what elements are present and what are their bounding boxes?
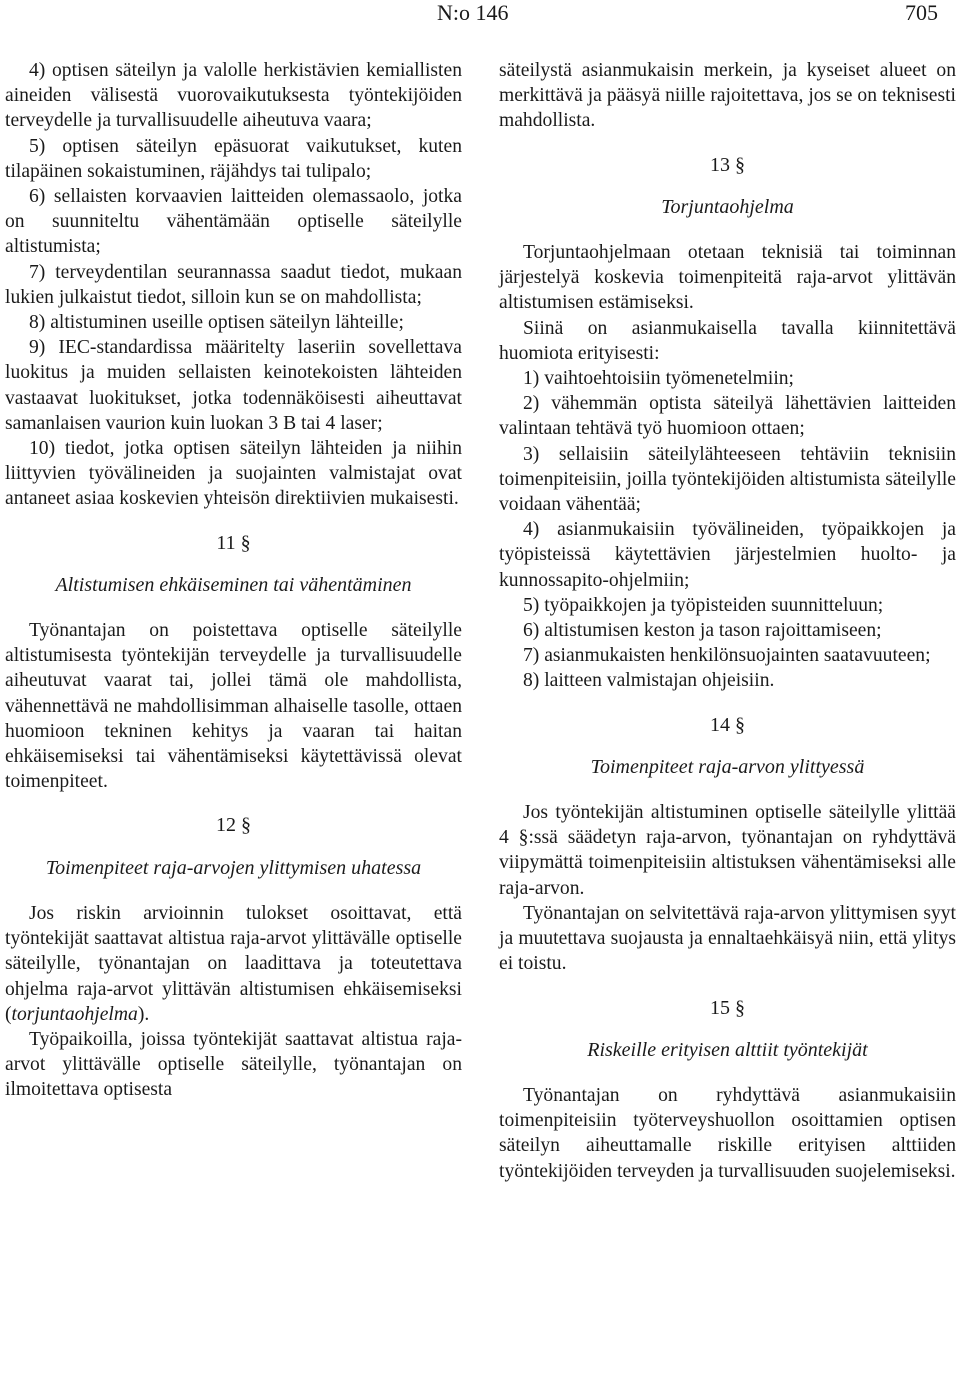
list-item: 6) sellaisten korvaavien laitteiden olemassaolo, jotka on suunniteltu vähentämään optiselle säteilylle altistumista; xyxy=(5,186,462,258)
page-number: 705 xyxy=(905,0,938,25)
paragraph: Työpaikoilla, joissa työntekijät saattavat altistua raja-arvot ylittävälle optiselle säteilylle, työnantajan on ilmoitettava optisesta xyxy=(5,1028,462,1101)
section-number-15: 15 § xyxy=(710,996,745,1019)
list-item: 10) tiedot, jotka optisen säteilyn lähteiden ja niihin liittyvien työvälineiden ja suojainten valmistajat ovat antaneet asiaa koskevien yhteisön direktiivien mukaisesti. xyxy=(5,438,462,510)
section-title-11: Altistumisen ehkäiseminen tai vähentäminen xyxy=(55,573,412,596)
paragraph xyxy=(5,901,462,1027)
list-item: 8) laitteen valmistajan ohjeisiin. xyxy=(523,670,775,692)
section-number-13: 13 § xyxy=(710,153,745,176)
list-item: 4) asianmukaisiin työvälineiden, työpaikkojen ja työpisteissä käytettävien järjestelmien huolto- ja kunnossapito-ohjelmiin; xyxy=(499,519,956,591)
list-item: 7) terveydentilan seurannassa saadut tiedot, mukaan lukien julkaistut tiedot, silloin kun se on mahdollista; xyxy=(5,261,462,308)
list-item: 5) optisen säteilyn epäsuorat vaikutukset, kuten tilapäinen sokaistuminen, räjähdys tai tulipalo; xyxy=(5,135,462,182)
list-item: 8) altistuminen useille optisen säteilyn lähteille; xyxy=(29,312,404,334)
paragraph: Torjuntaohjelmaan otetaan teknisiä tai toiminnan järjestelyä koskevia toimenpiteitä raja-arvot ylittävän altistumisen estämiseksi. xyxy=(499,242,956,314)
section-number-11: 11 § xyxy=(216,531,251,554)
paragraph: Työnantajan on selvitettävä raja-arvon ylittymisen syyt ja muutettava suojausta ja ennaltaehkäisyä niin, että ylitys ei toistu. xyxy=(499,902,956,975)
paragraph-text: ). xyxy=(137,1003,150,1025)
issue-number: N:o 146 xyxy=(437,0,509,25)
paragraph-text: Jos riskin arvioinnin tulokset osoittavat, että työntekijät saattavat altistua raja-arvot ylittävälle optiselle säteilylle, työnantajan on laadittava ja toteutettava ohjelma raja-arvot ylittävän altistumisen ehkäisemiseksi ( xyxy=(5,902,462,1025)
paragraph: Siinä on asianmukaisella tavalla kiinnitettävä huomiota erityisesti: xyxy=(499,317,956,364)
list-item: 1) vaihtoehtoisiin työmenetelmiin; xyxy=(523,368,795,390)
section-number-14: 14 § xyxy=(710,713,745,736)
left-column xyxy=(5,58,462,1103)
section-title-14: Toimenpiteet raja-arvon ylittyessä xyxy=(590,755,865,778)
section-title-13: Torjuntaohjelma xyxy=(661,195,794,218)
list-item: 7) asianmukaisten henkilönsuojainten saatavuuteen; xyxy=(523,645,931,667)
paragraph: Työnantajan on ryhdyttävä asianmukaisiin toimenpiteisiin työterveyshuollon osoittamien optisen säteilyn aiheuttamalle riskille erityisen alttiiden työntekijöiden terveyden ja turvallisuuden suojelemiseksi. xyxy=(499,1084,956,1182)
section-title-15: Riskeille erityisen alttiit työntekijät xyxy=(587,1038,868,1061)
right-column xyxy=(499,58,956,1184)
section-number-12: 12 § xyxy=(216,814,251,837)
term-emphasis: torjuntaohjelma xyxy=(11,1003,138,1025)
paragraph-continuation: säteilystä asianmukaisin merkein, ja kyseiset alueet on merkittävä ja pääsyä niille rajoitettava, jos se on teknisesti mahdollista. xyxy=(499,60,956,132)
paragraph: Jos työntekijän altistuminen optiselle säteilylle ylittää 4 §:ssä säädetyn raja-arvon, työnantajan on ryhdyttävä viipymättä toimenpiteisiin altistuksen vähentämiseksi alle raja-arvon. xyxy=(499,802,956,899)
section-title-12: Toimenpiteet raja-arvojen ylittymisen uhatessa xyxy=(45,856,422,879)
list-item: 2) vähemmän optista säteilyä lähettävien laitteiden valintaan tehtävä työ huomioon ottaen; xyxy=(499,393,956,440)
list-item: 4) optisen säteilyn ja valolle herkistävien kemiallisten aineiden välisestä vuorovaikutuksesta työntekijöiden terveydelle ja turvallisuudelle aiheutuva vaara; xyxy=(5,60,462,132)
paragraph: Työnantajan on poistettava optiselle säteilylle altistumisesta työntekijän terveydelle ja turvallisuudelle aiheutuvat vaarat tai, jollei tämä ole mahdollista, vähennettävä ne mahdollisimman alhaiselle tasolle, ottaen huomioon tekninen kehitys ja vaaran tai haitan ehkäisemiseksi tai vähentämiseksi käytettävissä olevat toimenpiteet. xyxy=(5,620,462,793)
list-item: 5) työpaikkojen ja työpisteiden suunnitteluun; xyxy=(523,594,884,616)
page-header xyxy=(0,0,960,30)
list-item: 6) altistumisen keston ja tason rajoittamiseen; xyxy=(523,620,882,642)
list-item: 9) IEC-standardissa määritelty laseriin sovellettava luokitus ja muiden sellaisten keinotekoisten lähteiden vastaavat luokitukset, jotka todennäköisesti aiheuttavat samanlaisen vaurion kuin luokan 3 B tai 4 laser; xyxy=(5,337,462,434)
list-item: 3) sellaisiin säteilylähteeseen tehtäviin teknisiin toimenpiteisiin, joilla työntekijöiden altistumista säteilylle voidaan vähentää; xyxy=(499,443,956,516)
